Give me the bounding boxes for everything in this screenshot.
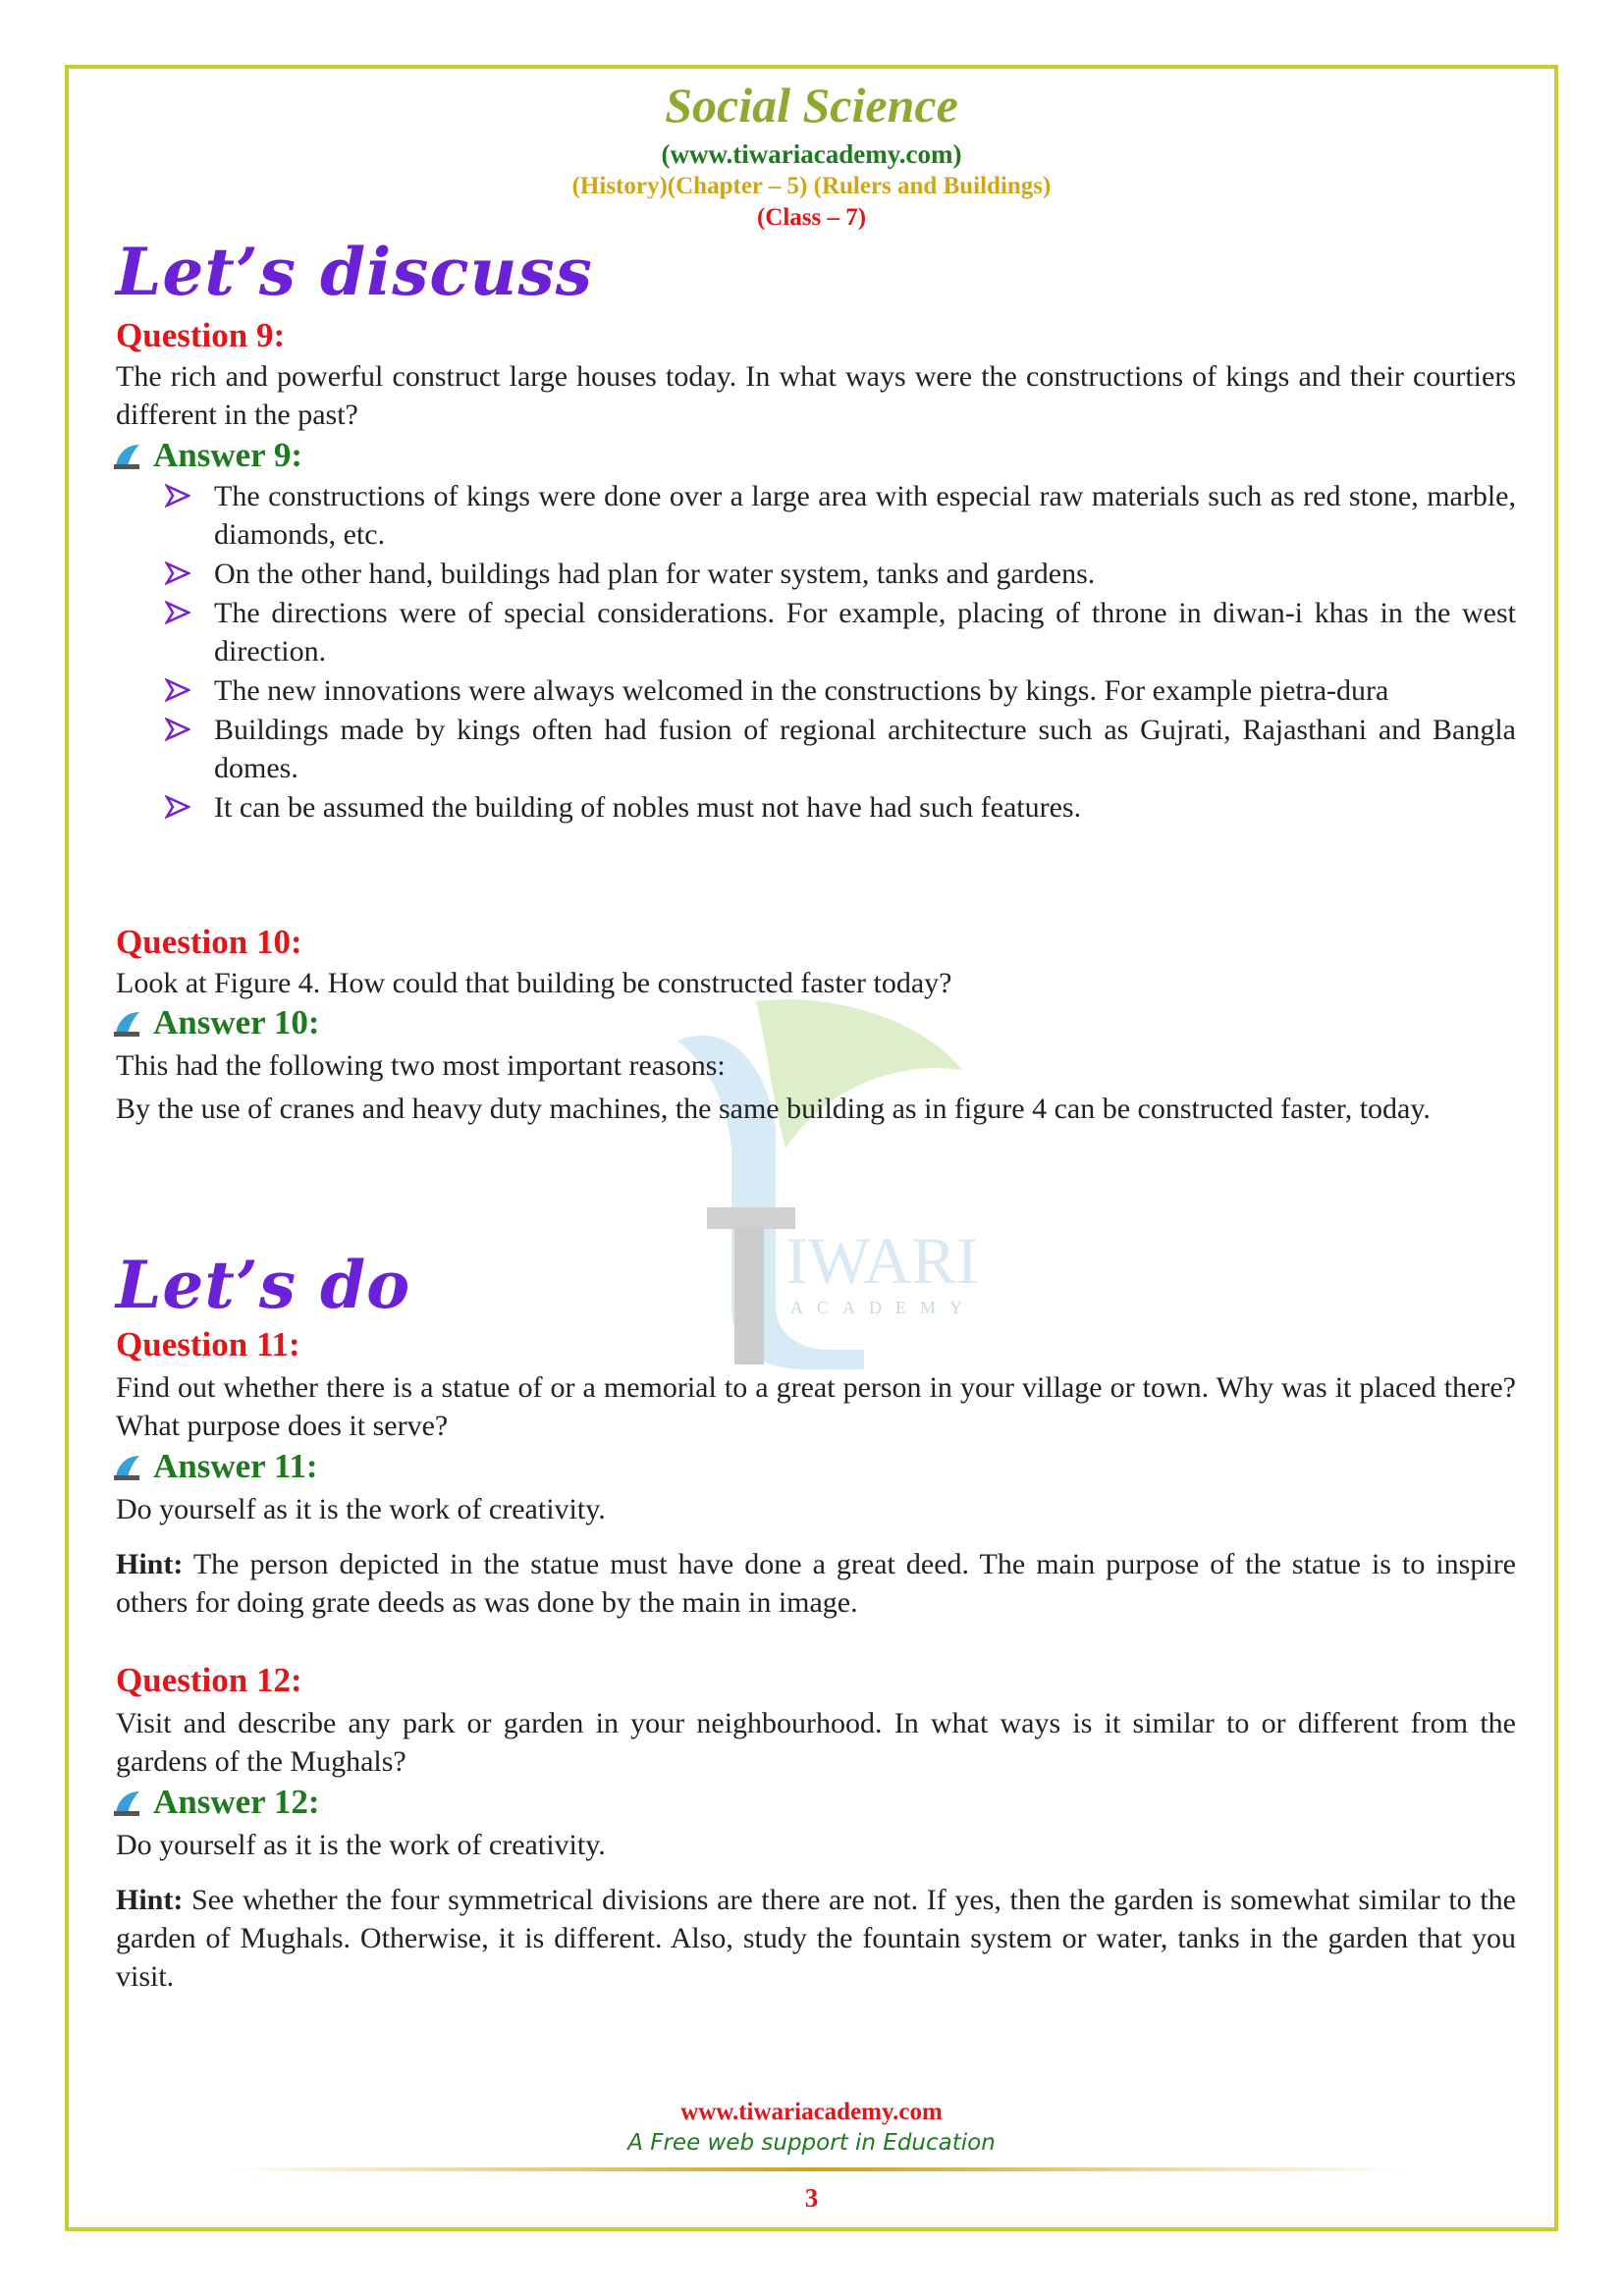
arrow-bullet-icon <box>165 483 190 508</box>
answer-11-heading <box>110 1447 318 1486</box>
section-title-do: Let’s do <box>116 1247 411 1323</box>
answer-10-text-1: This had the following two most important reasons: <box>116 1049 726 1082</box>
list-item: The directions were of special considerations. For example, placing of throne in diwan-i khas in the west direction. <box>165 594 1516 670</box>
hint-text: See whether the four symmetrical divisions are there are not. If yes, then the garden is somewhat similar to the garden of Mughals. Otherwise, it is different. Also, study the fountain system or water, tanks in the garden that you visit. <box>116 1884 1516 1993</box>
question-11-heading: Question 11: <box>116 1325 300 1363</box>
hint-text: The person depicted in the statue must have done a great deed. The main purpose of the statue is to inspire others for doing grate deeds as was done by the main in image. <box>116 1548 1516 1619</box>
footer-divider <box>226 2167 1404 2171</box>
tiwari-logo-icon <box>110 439 143 472</box>
question-12-text: Visit and describe any park or garden in your neighbourhood. In what ways is it similar to or different from the gardens of the Mughals? <box>116 1707 1516 1778</box>
answer-9-label: Answer 9: <box>153 436 302 474</box>
list-item: Buildings made by kings often had fusion of regional architecture such as Gujrati, Rajasthani and Bangla domes. <box>165 711 1516 787</box>
header-chapter: (History)(Chapter – 5) (Rulers and Buildings) <box>571 173 1052 199</box>
answer-12-text: Do yourself as it is the work of creativity. <box>116 1829 606 1861</box>
answer-12-heading <box>110 1783 319 1822</box>
list-item: The constructions of kings were done over a large area with especial raw materials such as red stone, marble, diamonds, etc. <box>165 477 1516 554</box>
hint-label: Hint: <box>116 1548 184 1580</box>
question-10-heading: Question 10: <box>116 923 302 961</box>
watermark-sub: ACADEMY <box>790 1298 977 1317</box>
question-9-heading: Question 9: <box>116 316 286 354</box>
tiwari-watermark-logo <box>609 982 1021 1394</box>
watermark-name: IWARI <box>785 1223 979 1298</box>
answer-10-heading <box>110 1003 319 1042</box>
tiwari-logo-icon <box>110 1786 143 1819</box>
arrow-bullet-icon <box>165 717 190 742</box>
question-9-text: The rich and powerful construct large houses today. In what ways were the constructions of kings and their courtiers different in the past? <box>116 360 1516 431</box>
footer-website: www.tiwariacademy.com <box>680 2099 943 2125</box>
answer-12-label: Answer 12: <box>153 1783 320 1821</box>
page-number: 3 <box>804 2183 819 2213</box>
list-item: On the other hand, buildings had plan for water system, tanks and gardens. <box>165 555 1516 593</box>
list-item: It can be assumed the building of nobles must not have had such features. <box>165 788 1516 827</box>
question-10-text: Look at Figure 4. How could that building be constructed faster today? <box>116 967 952 999</box>
question-11-text: Find out whether there is a statue of or a memorial to a great person in your village or town. Why was it placed there? What purpose does it serve? <box>116 1371 1516 1442</box>
answer-10-text-2: By the use of cranes and heavy duty machines, the same building as in figure 4 can be constructed faster, today. <box>116 1093 1431 1125</box>
answer-9-list <box>165 477 1516 828</box>
answer-10-label: Answer 10: <box>153 1003 320 1041</box>
answer-9-heading <box>110 436 302 475</box>
arrow-bullet-icon <box>165 794 190 820</box>
hint-label: Hint: <box>116 1884 184 1916</box>
header-class: (Class – 7) <box>756 204 867 231</box>
doc-title: Social Science <box>665 78 958 133</box>
answer-11-text: Do yourself as it is the work of creativity. <box>116 1493 606 1525</box>
tiwari-logo-icon <box>110 1450 143 1483</box>
answer-12-hint <box>116 1881 1516 1996</box>
arrow-bullet-icon <box>165 677 190 703</box>
arrow-bullet-icon <box>165 600 190 625</box>
arrow-bullet-icon <box>165 561 190 586</box>
section-title-discuss: Let’s discuss <box>116 234 593 310</box>
footer-tagline: A Free web support in Education <box>627 2130 996 2156</box>
answer-11-hint <box>116 1545 1516 1622</box>
tiwari-logo-icon <box>110 1006 143 1040</box>
answer-11-label: Answer 11: <box>153 1447 318 1485</box>
list-item: The new innovations were always welcomed in the constructions by kings. For example pietra-dura <box>165 671 1516 710</box>
question-12-heading: Question 12: <box>116 1661 302 1699</box>
header-website: (www.tiwariacademy.com) <box>661 139 962 169</box>
